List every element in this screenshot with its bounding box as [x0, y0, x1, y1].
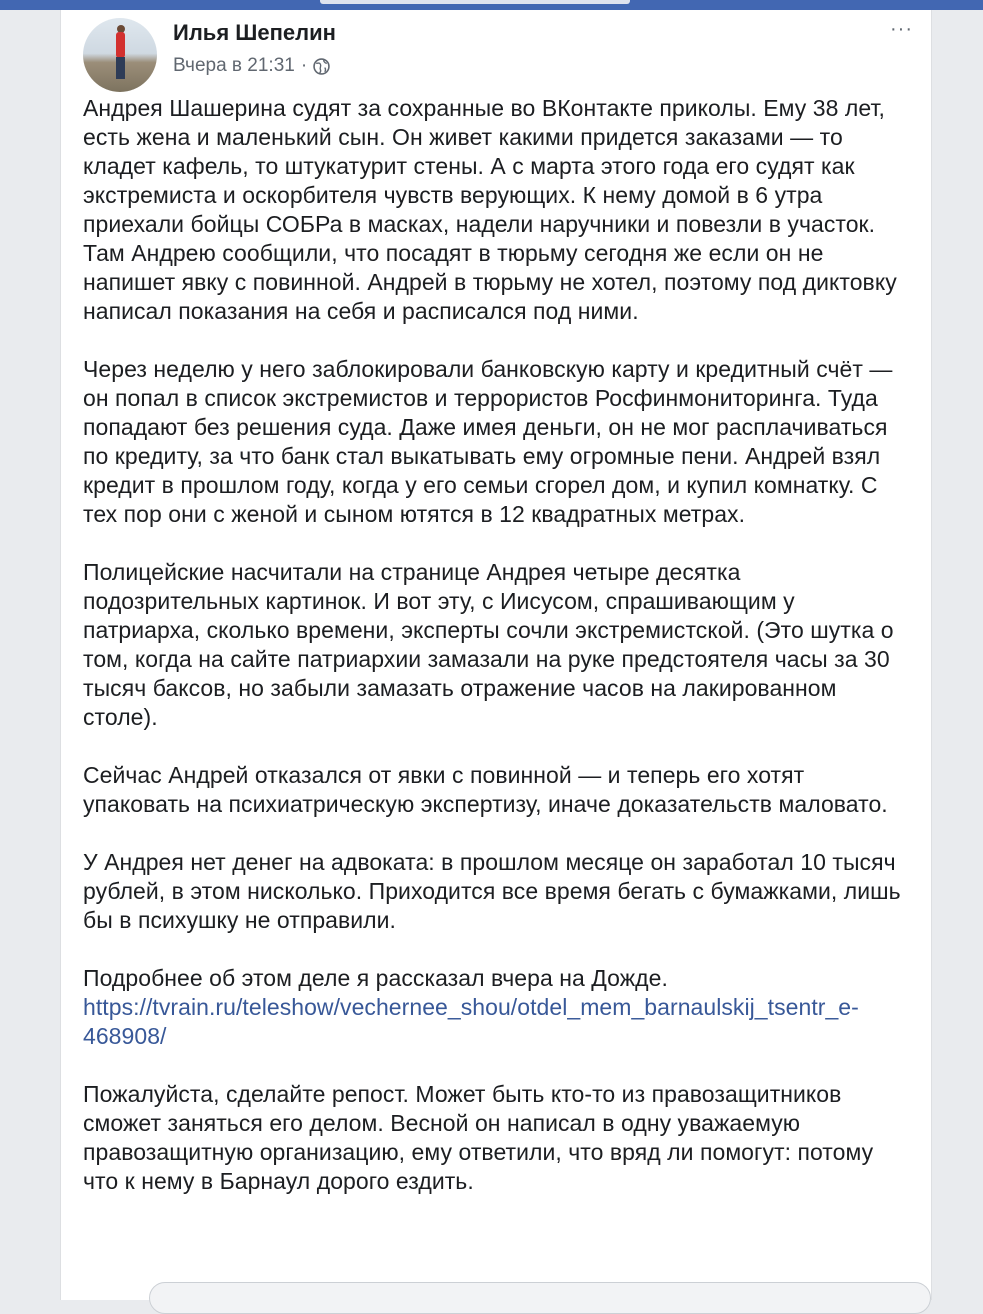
search-bar-edge[interactable]	[320, 0, 630, 4]
post-paragraph: Через неделю у него заблокировали банковскую карту и кредитный счёт — он попал в список экстремистов и террористов Росфинмониторинга. Туда попадают без решения суда. Даже имея деньги, он не мог расплачиваться по кредиту, за что банк стал выкатывать ему огромные пени. Андрей взял кредит в прошлом году, когда у его семьи сгорел дом, и купил комнатку. С тех пор они с женой и сыном ютятся в 12 квадратных метрах.	[83, 356, 893, 527]
post-body	[83, 94, 913, 1196]
post-paragraph-with-link	[83, 964, 913, 1051]
avatar[interactable]	[83, 18, 157, 92]
post-card	[60, 10, 932, 1300]
author-name[interactable]: Илья Шепелин	[173, 20, 336, 45]
post-timestamp[interactable]: Вчера в 21:31	[173, 55, 295, 76]
post-paragraph: Пожалуйста, сделайте репост. Может быть кто-то из правозащитников сможет заняться его делом. Весной он написал в одну уважаемую правозащитную организацию, ему ответили, что вряд ли помогут: потому что к нему в Барнаул дорого ездить.	[83, 1081, 874, 1194]
comment-input[interactable]	[149, 1282, 931, 1314]
post-paragraph: Андрея Шашерина судят за сохранные во ВКонтакте приколы. Ему 38 лет, есть жена и маленький сын. Он живет какими придется заказами — то кладет кафель, то штукатурит стены. А с марта этого года его судят как экстремиста и оскорбителя чувств верующих. К нему домой в 6 утра приехали бойцы СОБРа в масках, надели наручники и повезли в участок. Там Андрею сообщили, что посадят в тюрьму сегодня же если он не напишет явку с повинной. Андрей в тюрьму не хотел, поэтому под диктовку написал показания на себя и расписался под ними.	[83, 95, 897, 324]
post-paragraph: Сейчас Андрей отказался от явки с повинной — и теперь его хотят упаковать на психиатрическую экспертизу, иначе доказательств маловато.	[83, 762, 888, 817]
avatar-body	[116, 32, 125, 58]
top-navigation-bar	[0, 0, 983, 10]
more-options-button[interactable]: ···	[890, 18, 913, 40]
post-paragraph: Полицейские насчитали на странице Андрея четыре десятка подозрительных картинок. И вот эту, с Иисусом, спрашивающим у патриарха, сколько времени, эксперты сочли экстремистской. (Это шутка о том, когда на сайте патриархии замазали на руке предстоятеля часы за 30 тысяч баксов, но забыли замазать отражение часов на лакированном столе).	[83, 559, 894, 730]
external-link[interactable]: https://tvrain.ru/teleshow/vechernee_shou/otdel_mem_barnaulskij_tsentr_e-468908/	[83, 994, 859, 1049]
post-meta	[173, 55, 330, 77]
avatar-legs	[116, 57, 125, 79]
link-intro-text: Подробнее об этом деле я рассказал вчера на Дожде.	[83, 965, 668, 991]
globe-icon[interactable]	[313, 58, 330, 75]
post-paragraph: У Андрея нет денег на адвоката: в прошлом месяце он заработал 10 тысяч рублей, в этом нисколько. Приходится все время бегать с бумажками, лишь бы в психушку не отправили.	[83, 849, 901, 933]
meta-separator: ·	[300, 55, 308, 76]
